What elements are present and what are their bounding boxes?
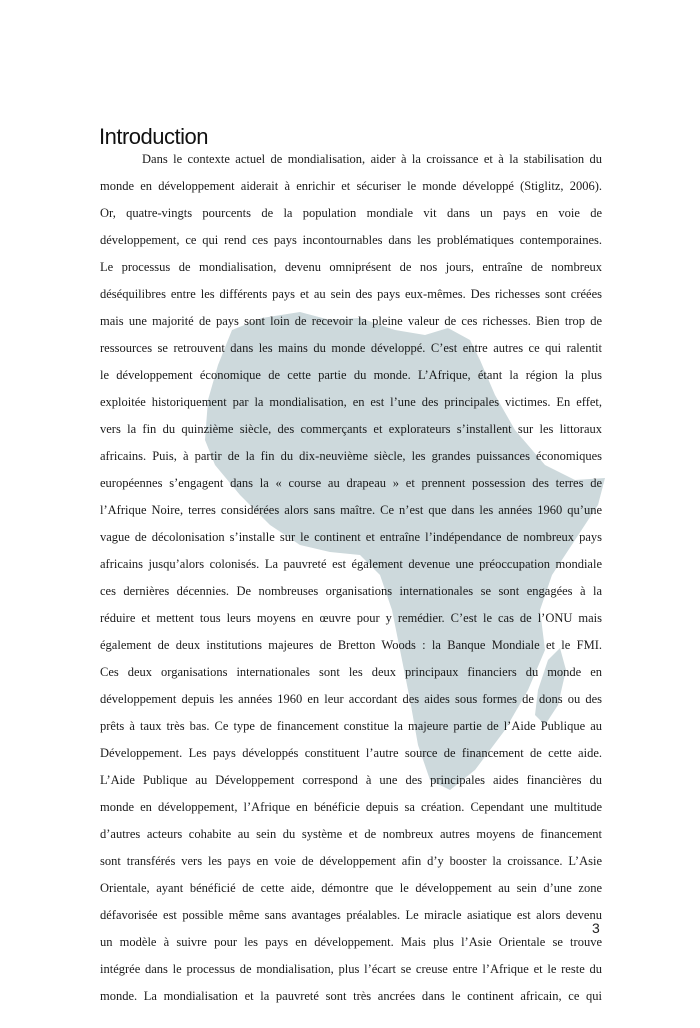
text-line	[100, 199, 602, 226]
text-line-content: développement depuis les années 1960 en leur accordant des aides sous formes de dons ou des	[100, 692, 602, 706]
text-line-content: un modèle à suivre pour les pays en développement. Mais plus l’Asie Orientale se trouve	[100, 935, 602, 949]
text-line	[100, 874, 602, 901]
text-line	[100, 685, 602, 712]
text-line	[100, 361, 602, 388]
text-line	[100, 496, 602, 523]
text-line	[100, 145, 602, 172]
text-line-content: Orientale, ayant bénéficié de cette aide, démontre que le développement au sein d’une zone	[100, 881, 602, 895]
text-line-content: vers la fin du quinzième siècle, des commerçants et explorateurs s’installent sur les littoraux	[100, 422, 602, 436]
text-line-content: exploitée historiquement par la mondialisation, en est l’une des principales victimes. En effet,	[100, 395, 602, 409]
body-paragraph	[100, 145, 602, 1009]
text-line	[100, 955, 602, 982]
text-line	[100, 820, 602, 847]
text-line-content: monde. La mondialisation et la pauvreté sont très ancrées dans le continent africain, ce qui	[100, 989, 602, 1003]
text-line-content: d’autres acteurs cohabite au sein du système et de nombreux autres moyens de financement	[100, 827, 602, 841]
text-line	[100, 847, 602, 874]
text-line-content: développement, ce qui rend ces pays incontournables dans les problématiques contemporaines.	[100, 233, 602, 247]
text-line-content: européennes s’engagent dans la « course au drapeau » et prennent possession des terres de	[100, 476, 602, 490]
text-line-content: monde en développement aiderait à enrichir et sécuriser le monde développé (Stiglitz, 2006).	[100, 179, 602, 193]
text-line-content: Or, quatre-vingts pourcents de la population mondiale vit dans un pays en voie de	[100, 206, 602, 220]
text-line-content: Dans le contexte actuel de mondialisation, aider à la croissance et à la stabilisation du	[142, 152, 602, 166]
text-line	[100, 415, 602, 442]
text-line-content: mais une majorité de pays sont loin de recevoir la pleine valeur de ces richesses. Bien trop de	[100, 314, 602, 328]
page-number: 3	[592, 920, 600, 936]
text-line	[100, 253, 602, 280]
text-line-content: réduire et mettent tous leurs moyens en œuvre pour y remédier. C’est le cas de l’ONU mais	[100, 611, 602, 625]
text-line-content: sont transférés vers les pays en voie de développement afin d’y booster la croissance. L’Asie	[100, 854, 602, 868]
text-line	[100, 739, 602, 766]
text-line-content: l’Afrique Noire, terres considérées alors sans maître. Ce n’est que dans les années 1960 qu’une	[100, 503, 602, 517]
text-line-content: le développement économique de cette partie du monde. L’Afrique, étant la région la plus	[100, 368, 602, 382]
text-line-content: Ces deux organisations internationales sont les deux principaux financiers du monde en	[100, 665, 602, 679]
text-line-content: prêts à taux très bas. Ce type de financement constitue la majeure partie de l’Aide Publique au	[100, 719, 602, 733]
text-line-content: Le processus de mondialisation, devenu omniprésent de nos jours, entraîne de nombreux	[100, 260, 602, 274]
text-line	[100, 469, 602, 496]
text-line-content: monde en développement, l’Afrique en bénéficie depuis sa création. Cependant une multitude	[100, 800, 602, 814]
text-line	[100, 712, 602, 739]
text-line	[100, 280, 602, 307]
text-line	[100, 334, 602, 361]
text-line	[100, 658, 602, 685]
text-line-content: déséquilibres entre les différents pays et au sein des pays eux-mêmes. Des richesses sont créées	[100, 287, 602, 301]
text-line	[100, 766, 602, 793]
text-line-content: africains. Puis, à partir de la fin du dix-neuvième siècle, les grandes puissances économiques	[100, 449, 602, 463]
section-heading: Introduction	[99, 124, 208, 149]
text-line	[100, 577, 602, 604]
text-line-content: L’Aide Publique au Développement correspond à une des principales aides financières du	[100, 773, 602, 787]
text-line	[100, 442, 602, 469]
text-line	[100, 550, 602, 577]
text-line-content: vague de décolonisation s’installe sur le continent et entraîne l’indépendance de nombreux pays	[100, 530, 602, 544]
text-line-content: ressources se retrouvent dans les mains du monde développé. C’est entre autres ce qui ralentit	[100, 341, 602, 355]
text-line	[100, 172, 602, 199]
text-line-content: défavorisée est possible même sans avantages préalables. Le miracle asiatique est alors devenu	[100, 908, 602, 922]
text-line	[100, 604, 602, 631]
text-line-content: Développement. Les pays développés constituent l’autre source de financement de cette aide.	[100, 746, 602, 760]
text-line	[100, 523, 602, 550]
text-line	[100, 982, 602, 1009]
text-line	[100, 901, 602, 928]
text-line	[100, 307, 602, 334]
text-line-content: ces dernières décennies. De nombreuses organisations internationales se sont engagées à la	[100, 584, 602, 598]
text-line	[100, 793, 602, 820]
text-line	[100, 631, 602, 658]
text-line-content: également de deux institutions majeures de Bretton Woods : la Banque Mondiale et le FMI.	[100, 638, 602, 652]
text-line	[100, 388, 602, 415]
text-line-content: africains jusqu’alors colonisés. La pauvreté est également devenue une préoccupation mondiale	[100, 557, 602, 571]
text-line	[100, 928, 602, 955]
text-line	[100, 226, 602, 253]
text-line-content: intégrée dans le processus de mondialisation, plus l’écart se creuse entre l’Afrique et le reste du	[100, 962, 602, 976]
